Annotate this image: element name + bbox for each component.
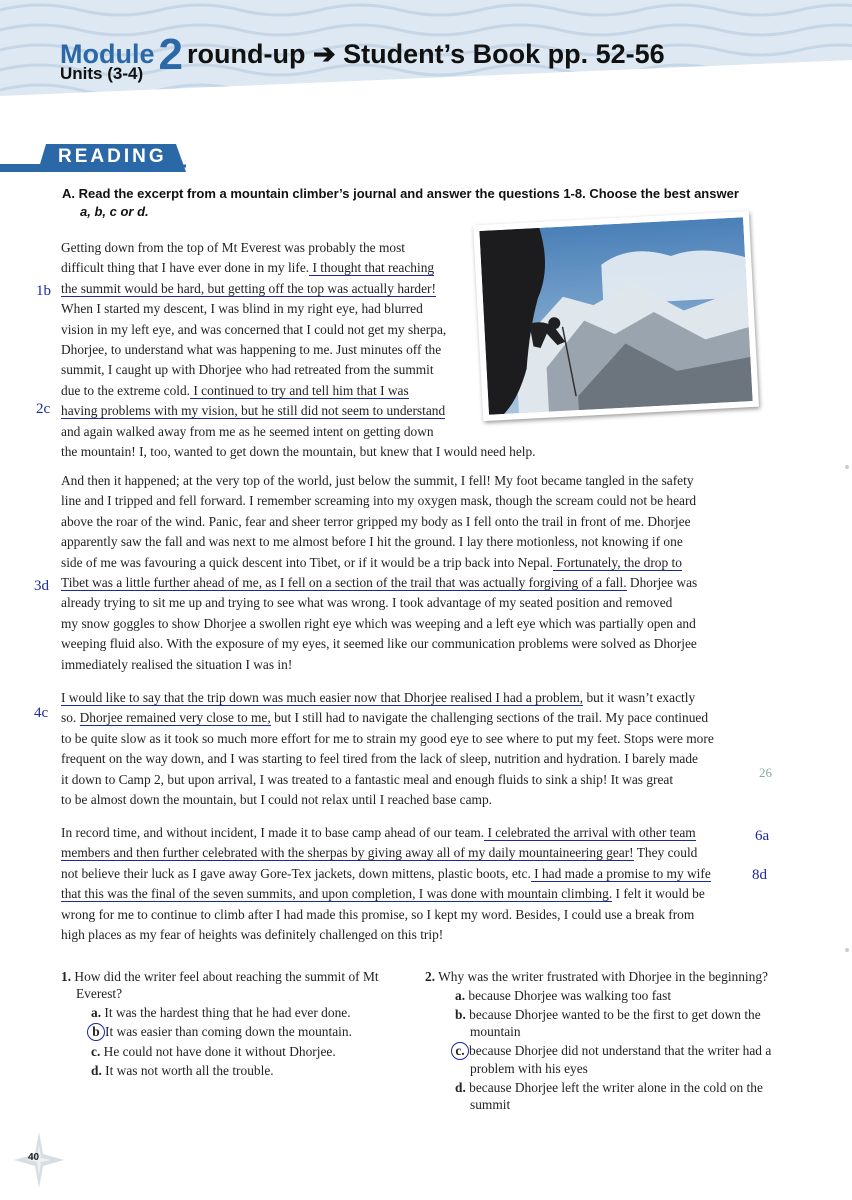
text-line: weeping fluid also. With the exposure of my eyes, it seemed like our communication problems were solved as Dhorjee — [61, 636, 697, 652]
option-text: because Dhorjee wanted to be the first to get down the mountain — [469, 1007, 761, 1039]
underlined-answer: members and then further celebrated with the sherpas by giving away all of my daily mountaineering gear! — [61, 845, 634, 861]
text-line: it down to Camp 2, but upon arrival, I was treated to a fantastic meal and enough fluids to sink a ship! It was great — [61, 771, 674, 787]
module-word: Module — [60, 39, 155, 69]
text-span: not believe their luck as I gave away Gore-Tex jackets, down mittens, plastic boots, etc. — [61, 865, 531, 881]
text-line — [61, 708, 714, 728]
option-text: It was the hardest thing that he had ever done. — [104, 1005, 351, 1020]
module-title-rest: round-up — [186, 39, 306, 69]
instruction-line-1: A. Read the excerpt from a mountain climber’s journal and answer the questions 1-8. Choose the best answer — [62, 186, 739, 201]
underlined-answer: the summit would be hard, but getting off the top was actually harder! — [61, 280, 436, 296]
text-line: already trying to sit me up and trying to see what was wrong. I took advantage of my seated position and removed — [61, 595, 673, 611]
text-line: to be quite slow as it took so much more effort for me to strain my good eye to see where to put my feet. Stops were more — [61, 730, 714, 746]
text-line: When I started my descent, I was blind in my right eye, had blurred — [61, 301, 423, 317]
question-stem — [61, 968, 411, 1002]
text-line: my snow goggles to show Dhorjee a swollen right eye which was weeping and a left eye which was partially open and — [61, 615, 696, 631]
text-line: summit, I caught up with Dhorjee who had retreated from the summit — [61, 362, 434, 378]
option-text: He could not have done it without Dhorjee. — [103, 1044, 336, 1059]
text-line — [61, 688, 714, 708]
annotation-2c: 2c — [36, 401, 51, 417]
text-line — [61, 279, 536, 299]
circled-answer: c. — [451, 1042, 469, 1060]
option-d[interactable] — [76, 1062, 411, 1079]
text-span: but it wasn’t exactly — [583, 690, 696, 705]
annotation-6a: 6a — [755, 828, 770, 844]
text-line — [61, 401, 536, 421]
option-a[interactable] — [440, 987, 775, 1004]
option-letter: d. — [91, 1063, 102, 1078]
text-line: above the roar of the wind. Panic, fear and sheer terror gripped my body as I fell onto the trail in front of me. Dhorjee — [61, 513, 691, 529]
option-letter: a. — [91, 1005, 102, 1020]
margin-dot — [845, 465, 849, 469]
text-line — [61, 258, 536, 278]
text-line — [61, 823, 711, 843]
paragraph-3 — [61, 688, 714, 810]
question-1 — [61, 968, 411, 1079]
text-span: due to the extreme cold. — [61, 382, 191, 398]
text-line: line and I tripped and fell forward. I remember screaming into my oxygen mask, though the scream could not be heard — [61, 493, 697, 509]
option-letter: c. — [91, 1044, 101, 1059]
text-line: to be almost down the mountain, but I could not relax until I reached base camp. — [61, 791, 492, 807]
text-line — [61, 573, 697, 593]
text-line — [61, 884, 711, 904]
option-text: It was not worth all the trouble. — [105, 1063, 274, 1078]
option-letter: a. — [455, 988, 466, 1003]
option-c-selected[interactable] — [440, 1042, 775, 1077]
option-letter: b. — [455, 1007, 466, 1022]
text-line: wrong for me to continue to climb after I had made this promise, so I kept my word. Besides, I could use a break from — [61, 906, 695, 922]
question-number: 1. — [61, 969, 72, 984]
text-span: so. — [61, 710, 80, 726]
option-text: because Dhorjee left the writer alone in the cold on the summit — [469, 1080, 763, 1112]
option-b[interactable] — [440, 1006, 775, 1040]
annotation-3d: 3d — [34, 578, 49, 594]
text-line: the mountain! I, too, wanted to get down the mountain, but knew that I would need help. — [61, 443, 536, 459]
units-subtitle: Units (3-4) — [60, 64, 144, 83]
text-line — [61, 864, 711, 884]
text-line: Getting down from the top of Mt Everest was probably the most — [61, 240, 406, 255]
option-d[interactable] — [440, 1079, 775, 1113]
option-letter: d. — [455, 1080, 466, 1095]
section-label: READING — [58, 146, 167, 167]
book-reference: Student’s Book pp. 52-56 — [343, 39, 665, 69]
underlined-answer: that this was the final of the seven summits, and upon completion, I was done with mountain climbing. — [61, 886, 613, 902]
question-text: How did the writer feel about reaching the summit of Mt Everest? — [74, 969, 379, 1001]
paragraph-4 — [61, 823, 711, 945]
annotation-1b: 1b — [36, 283, 51, 299]
paragraph-2 — [61, 471, 697, 675]
text-line: immediately realised the situation I was in! — [61, 656, 293, 672]
option-text: It was easier than coming down the mountain. — [105, 1024, 352, 1039]
text-span: difficult thing that I have ever done in my life. — [61, 260, 310, 276]
underlined-answer: Fortunately, the drop to — [553, 554, 682, 570]
module-title — [60, 30, 665, 80]
underlined-answer: I thought that reaching — [309, 260, 435, 276]
text-line: Dhorjee, to understand what was happening to me. Just minutes off the — [61, 341, 442, 357]
question-number: 2. — [425, 969, 436, 984]
circled-answer: b — [87, 1023, 105, 1041]
instruction-line-2: a, b, c or d. — [80, 204, 149, 219]
text-line: vision in my left eye, and was concerned that I could not get my sherpa, — [61, 321, 447, 337]
annotation-4c: 4c — [34, 705, 49, 721]
paragraph-1 — [61, 238, 536, 462]
option-c[interactable] — [76, 1043, 411, 1060]
text-line — [61, 553, 697, 573]
page-number: 40 — [28, 1152, 40, 1163]
annotation-8d: 8d — [752, 867, 767, 883]
text-line: And then it happened; at the very top of the world, just below the summit, I fell! My foot became tangled in the safety — [61, 473, 694, 488]
underlined-answer: Tibet was a little further ahead of me, as I fell on a section of the trail that was actually forgiving of a fall. — [61, 574, 627, 590]
arrow-icon: ➔ — [312, 39, 336, 69]
text-line: frequent on the way down, and I was starting to feel tired from the lack of sleep, nutrition and hydration. I barely made — [61, 751, 698, 767]
option-b-selected[interactable] — [76, 1023, 411, 1041]
underlined-answer: Dhorjee remained very close to me, — [79, 710, 271, 726]
text-line: and again walked away from me as he seemed intent on getting down — [61, 423, 434, 439]
question-stem — [425, 968, 775, 985]
underlined-answer: I had made a promise to my wife — [530, 865, 711, 881]
text-line — [61, 843, 711, 863]
underlined-answer: having problems with my vision, but he still did not seem to understand — [61, 403, 446, 419]
option-text: because Dhorjee was walking too fast — [468, 988, 672, 1003]
text-span: They could — [633, 845, 698, 861]
text-span: side of me was favouring a quick descent into Tibet, or if it would be a trip back into Nepal. — [61, 554, 554, 570]
margin-number: 26 — [759, 765, 772, 780]
underlined-answer: I would like to say that the trip down was much easier now that Dhorjee realised I had a problem, — [61, 690, 584, 705]
module-number: 2 — [158, 30, 183, 79]
text-line — [61, 381, 536, 401]
text-span: Dhorjee was — [626, 574, 698, 590]
question-text: Why was the writer frustrated with Dhorjee in the beginning? — [438, 969, 768, 984]
option-text: because Dhorjee did not understand that the writer had a problem with his eyes — [469, 1043, 772, 1076]
underlined-answer: I celebrated the arrival with other team — [484, 825, 696, 840]
margin-dot — [845, 948, 849, 952]
underlined-answer: I continued to try and tell him that I was — [190, 382, 409, 398]
text-line: high places as my fear of heights was definitely challenged on this trip! — [61, 926, 444, 942]
option-a[interactable] — [76, 1004, 411, 1021]
text-span: I felt it would be — [612, 886, 705, 902]
text-line: apparently saw the fall and was next to me almost before I hit the ground. I lay there motionless, not knowing if one — [61, 534, 683, 550]
text-span: but I still had to navigate the challenging sections of the trail. My pace continued — [270, 710, 709, 726]
question-2 — [425, 968, 775, 1113]
text-span: In record time, and without incident, I made it to base camp ahead of our team. — [61, 825, 485, 840]
